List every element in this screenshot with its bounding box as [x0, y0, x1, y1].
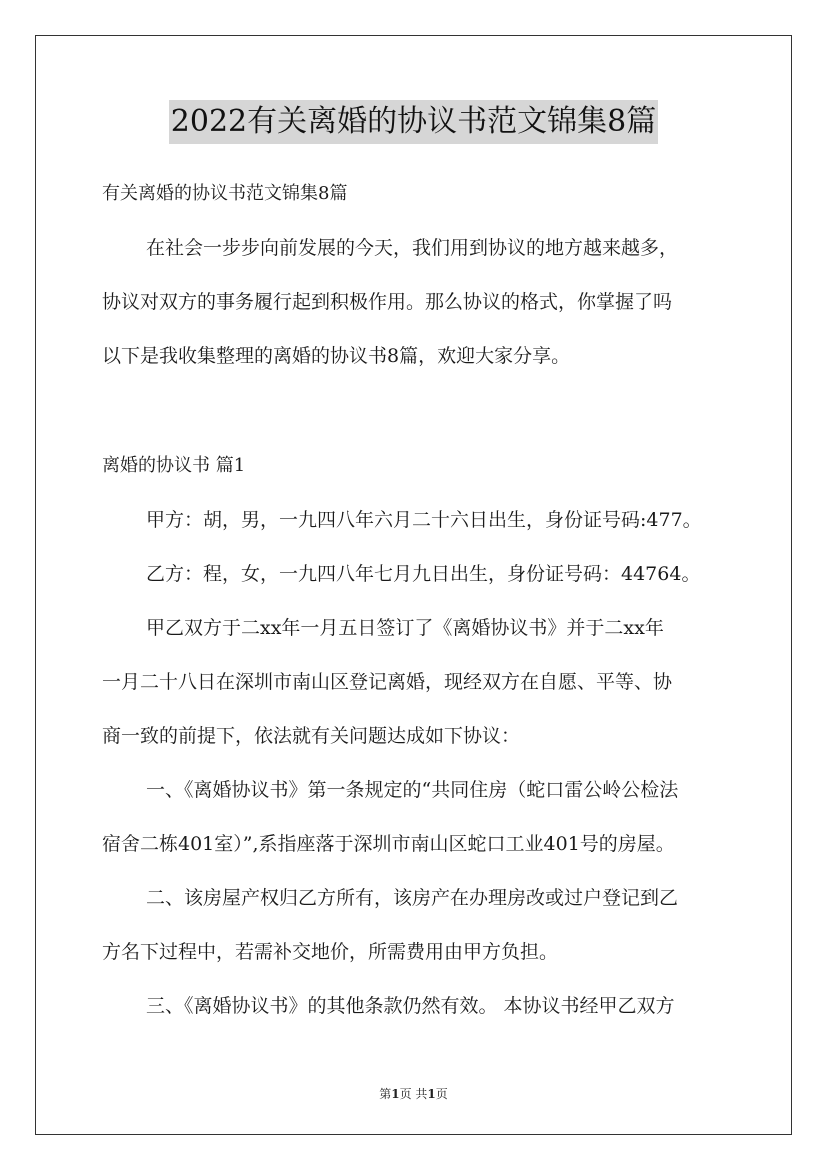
- body-line-9: 方名下过程中，若需补交地价，所需费用由甲方负担。: [102, 941, 559, 963]
- body-line-3: 甲乙双方于二xx年一月五日签订了《离婚协议书》并于二xx年: [146, 617, 664, 639]
- footer-page-prefix: 第: [379, 1087, 392, 1101]
- footer-page-total: 1: [427, 1087, 436, 1101]
- intro-line-3: 以下是我收集整理的离婚的协议书8篇，欢迎大家分享。: [102, 345, 571, 367]
- document-subtitle: 有关离婚的协议书范文锦集8篇: [102, 183, 348, 204]
- body-line-8: 二、该房屋产权归乙方所有，该房产在办理房改或过户登记到乙: [146, 887, 679, 909]
- footer-page-suffix: 页: [435, 1087, 448, 1101]
- body-line-10: 三、《离婚协议书》的其他条款仍然有效。 本协议书经甲乙双方: [146, 995, 675, 1017]
- body-line-1: 甲方：胡，男，一九四八年六月二十六日出生，身份证号码:477。: [146, 509, 702, 531]
- section-heading: 离婚的协议书 篇1: [102, 455, 246, 476]
- body-line-7: 宿舍二栋401室）”,系指座落于深圳市南山区蛇口工业401号的房屋。: [102, 833, 675, 855]
- intro-line-2: 协议对双方的事务履行起到积极作用。那么协议的格式，你掌握了吗: [102, 291, 673, 313]
- body-line-4: 一月二十八日在深圳市南山区登记离婚，现经双方在自愿、平等、协: [102, 671, 673, 693]
- document-title: 2022有关离婚的协议书范文锦集8篇: [169, 100, 658, 144]
- title-container: [0, 100, 827, 144]
- footer-page-current: 1: [391, 1087, 400, 1101]
- body-line-6: 一、《离婚协议书》第一条规定的“共同住房（蛇口雷公岭公检法: [146, 779, 679, 801]
- body-line-2: 乙方：程，女，一九四八年七月九日出生，身份证号码：44764。: [146, 563, 701, 585]
- body-line-5: 商一致的前提下，依法就有关问题达成如下协议：: [102, 725, 521, 747]
- footer-page-mid: 页 共: [399, 1087, 428, 1101]
- page-footer: [0, 1085, 827, 1102]
- intro-line-1: 在社会一步步向前发展的今天，我们用到协议的地方越来越多，: [146, 237, 679, 259]
